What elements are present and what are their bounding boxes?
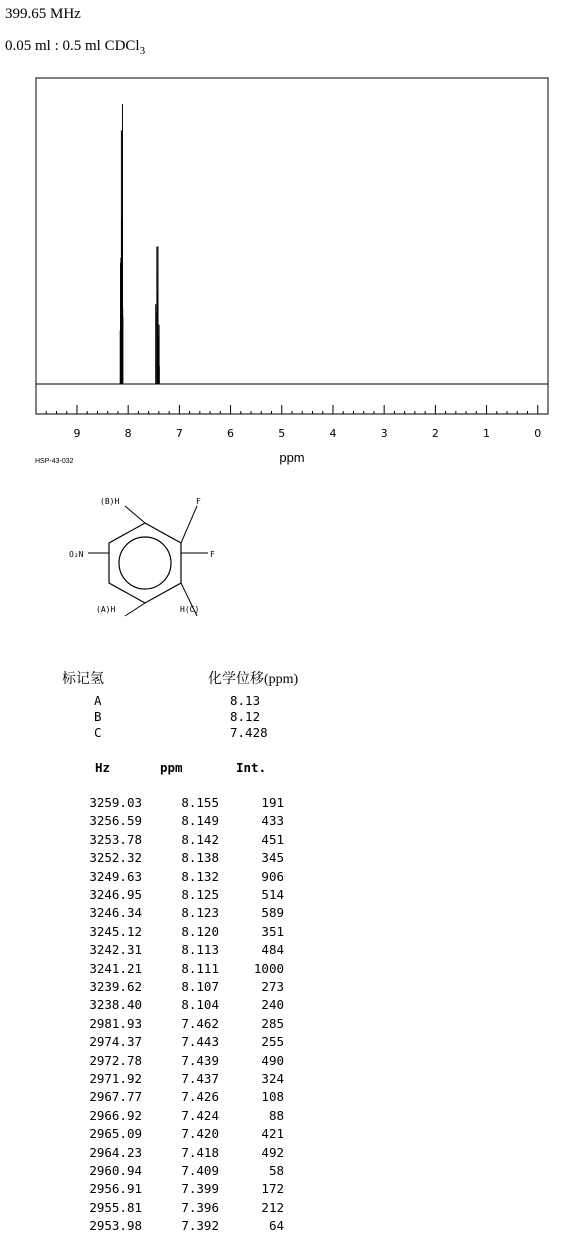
peak-hz: 2971.92 bbox=[89, 1071, 142, 1086]
peak-int: 240 bbox=[261, 997, 284, 1013]
peak-ppm: 7.462 bbox=[181, 1015, 219, 1031]
assignment-shift: 7.428 bbox=[230, 725, 268, 740]
peak-ppm: 8.138 bbox=[181, 850, 219, 866]
peak-hz: 2960.94 bbox=[89, 1163, 142, 1178]
peak-ppm: 7.418 bbox=[181, 1144, 219, 1160]
peak-hz: 2981.93 bbox=[89, 1015, 142, 1031]
peak-hz: 2956.91 bbox=[89, 1181, 142, 1197]
peak-ppm: 7.437 bbox=[181, 1071, 219, 1086]
assignment-label: A bbox=[94, 693, 102, 708]
peak-hz: 3245.12 bbox=[89, 923, 142, 939]
assignment-shift: 8.12 bbox=[230, 709, 261, 724]
peak-int: 492 bbox=[261, 1144, 284, 1160]
peak-hz: 3239.62 bbox=[89, 979, 142, 994]
peak-ppm: 8.111 bbox=[181, 960, 219, 976]
peak-int: 451 bbox=[261, 831, 284, 847]
peak-col-ppm: ppm bbox=[160, 760, 183, 775]
label-b: (B)H bbox=[100, 497, 120, 506]
assignment-label: B bbox=[94, 709, 102, 724]
bond-f1 bbox=[181, 506, 197, 543]
benzene-ring bbox=[109, 523, 181, 603]
peak-ppm: 8.132 bbox=[181, 868, 219, 884]
x-tick-label: 2 bbox=[431, 427, 439, 440]
peak-hz: 2966.92 bbox=[89, 1107, 142, 1123]
peak-hz: 2967.77 bbox=[89, 1089, 142, 1105]
peak-ppm: 8.155 bbox=[181, 795, 219, 810]
peak-int: 255 bbox=[261, 1034, 284, 1050]
x-tick-label: 7 bbox=[175, 427, 183, 440]
peak-hz: 3246.34 bbox=[89, 905, 142, 921]
x-tick-label: 9 bbox=[73, 427, 81, 440]
peak-int: 514 bbox=[261, 887, 284, 902]
x-axis-label: ppm bbox=[279, 450, 305, 465]
peak-int: 285 bbox=[261, 1015, 284, 1031]
peak-ppm: 8.123 bbox=[181, 905, 219, 921]
peak-int: 433 bbox=[261, 813, 284, 829]
x-tick-label: 4 bbox=[329, 427, 337, 440]
x-axis-ticks bbox=[36, 405, 548, 440]
assignment-col-shift: 化学位移(ppm) bbox=[208, 672, 299, 687]
peak-hz: 3238.40 bbox=[89, 997, 142, 1013]
sample-text: 0.05 ml : 0.5 ml CDCl bbox=[5, 38, 140, 54]
spectrum-code: HSP-43-032 bbox=[35, 458, 74, 465]
peak-series bbox=[120, 104, 159, 384]
peak-ppm: 8.107 bbox=[181, 979, 219, 994]
plot-frame bbox=[36, 78, 548, 414]
x-tick-label: 3 bbox=[380, 427, 388, 440]
peak-hz: 2953.98 bbox=[89, 1218, 142, 1234]
label-c: H(C) bbox=[180, 605, 200, 614]
peak-int: 88 bbox=[268, 1107, 284, 1123]
nmr-spectrum-chart bbox=[0, 0, 570, 470]
peak-int: 212 bbox=[261, 1199, 284, 1215]
peak-ppm: 7.409 bbox=[181, 1163, 219, 1178]
peak-ppm: 8.120 bbox=[181, 923, 219, 939]
x-tick-label: 5 bbox=[278, 427, 286, 440]
peak-ppm: 7.396 bbox=[181, 1199, 219, 1215]
peak-hz: 3242.31 bbox=[89, 942, 142, 958]
peak-hz: 2972.78 bbox=[89, 1052, 142, 1068]
x-tick-label: 8 bbox=[124, 427, 132, 440]
assignment-label: C bbox=[94, 725, 102, 740]
structure-diagram bbox=[60, 490, 260, 620]
peak-int: 490 bbox=[261, 1052, 284, 1068]
peak-hz: 3256.59 bbox=[89, 813, 142, 829]
peak-hz: 3253.78 bbox=[89, 831, 142, 847]
peak-int: 906 bbox=[261, 868, 284, 884]
assignment-col-label: 标记氢 bbox=[62, 672, 104, 687]
x-tick-label: 6 bbox=[227, 427, 235, 440]
peak-int: 64 bbox=[268, 1218, 284, 1234]
peak-int: 484 bbox=[261, 942, 284, 958]
peak-ppm: 7.426 bbox=[181, 1089, 219, 1105]
peak-ppm: 8.113 bbox=[181, 942, 219, 958]
peak-int: 421 bbox=[261, 1126, 284, 1142]
peak-hz: 3241.21 bbox=[89, 960, 142, 976]
peak-hz: 3249.63 bbox=[89, 868, 142, 884]
peak-ppm: 8.142 bbox=[181, 831, 219, 847]
peak-int: 351 bbox=[261, 923, 284, 939]
peak-ppm: 7.424 bbox=[181, 1107, 219, 1123]
peak-int: 324 bbox=[261, 1071, 284, 1086]
x-tick-label: 1 bbox=[483, 427, 491, 440]
bond-b bbox=[125, 506, 145, 523]
label-f1: F bbox=[196, 497, 201, 506]
peak-hz: 2955.81 bbox=[89, 1199, 142, 1215]
peak-hz: 2964.23 bbox=[89, 1144, 142, 1160]
label-no2: O₂N bbox=[69, 550, 84, 559]
peak-int: 345 bbox=[261, 850, 284, 866]
label-f2: F bbox=[210, 550, 215, 559]
frequency-label: 399.65 MHz bbox=[5, 6, 81, 22]
peak-hz: 3246.95 bbox=[89, 887, 142, 902]
peak-hz: 2974.37 bbox=[89, 1034, 142, 1050]
bond-a bbox=[125, 603, 145, 616]
aromatic-circle bbox=[119, 537, 171, 589]
peak-int: 172 bbox=[261, 1181, 284, 1197]
x-tick-label: 0 bbox=[534, 427, 542, 440]
peak-ppm: 8.125 bbox=[181, 887, 219, 902]
peak-col-int: Int. bbox=[236, 760, 267, 775]
peak-hz: 3259.03 bbox=[89, 795, 142, 810]
peak-ppm: 8.149 bbox=[181, 813, 219, 829]
peak-ppm: 8.104 bbox=[181, 997, 219, 1013]
peak-ppm: 7.439 bbox=[181, 1052, 219, 1068]
peak-hz: 2965.09 bbox=[89, 1126, 142, 1142]
peak-int: 191 bbox=[261, 795, 284, 810]
label-a: (A)H bbox=[96, 605, 116, 614]
peak-int: 273 bbox=[261, 979, 284, 994]
peak-ppm: 7.443 bbox=[181, 1034, 219, 1050]
peak-col-hz: Hz bbox=[95, 760, 111, 775]
peak-int: 589 bbox=[261, 905, 284, 921]
assignment-shift: 8.13 bbox=[230, 693, 261, 708]
peak-ppm: 7.420 bbox=[181, 1126, 219, 1142]
peak-hz: 3252.32 bbox=[89, 850, 142, 866]
peak-int: 1000 bbox=[253, 960, 284, 976]
peak-int: 58 bbox=[268, 1163, 284, 1178]
sample-subscript: 3 bbox=[139, 45, 146, 57]
peak-ppm: 7.392 bbox=[181, 1218, 219, 1234]
peak-int: 108 bbox=[261, 1089, 284, 1105]
peak-ppm: 7.399 bbox=[181, 1181, 219, 1197]
